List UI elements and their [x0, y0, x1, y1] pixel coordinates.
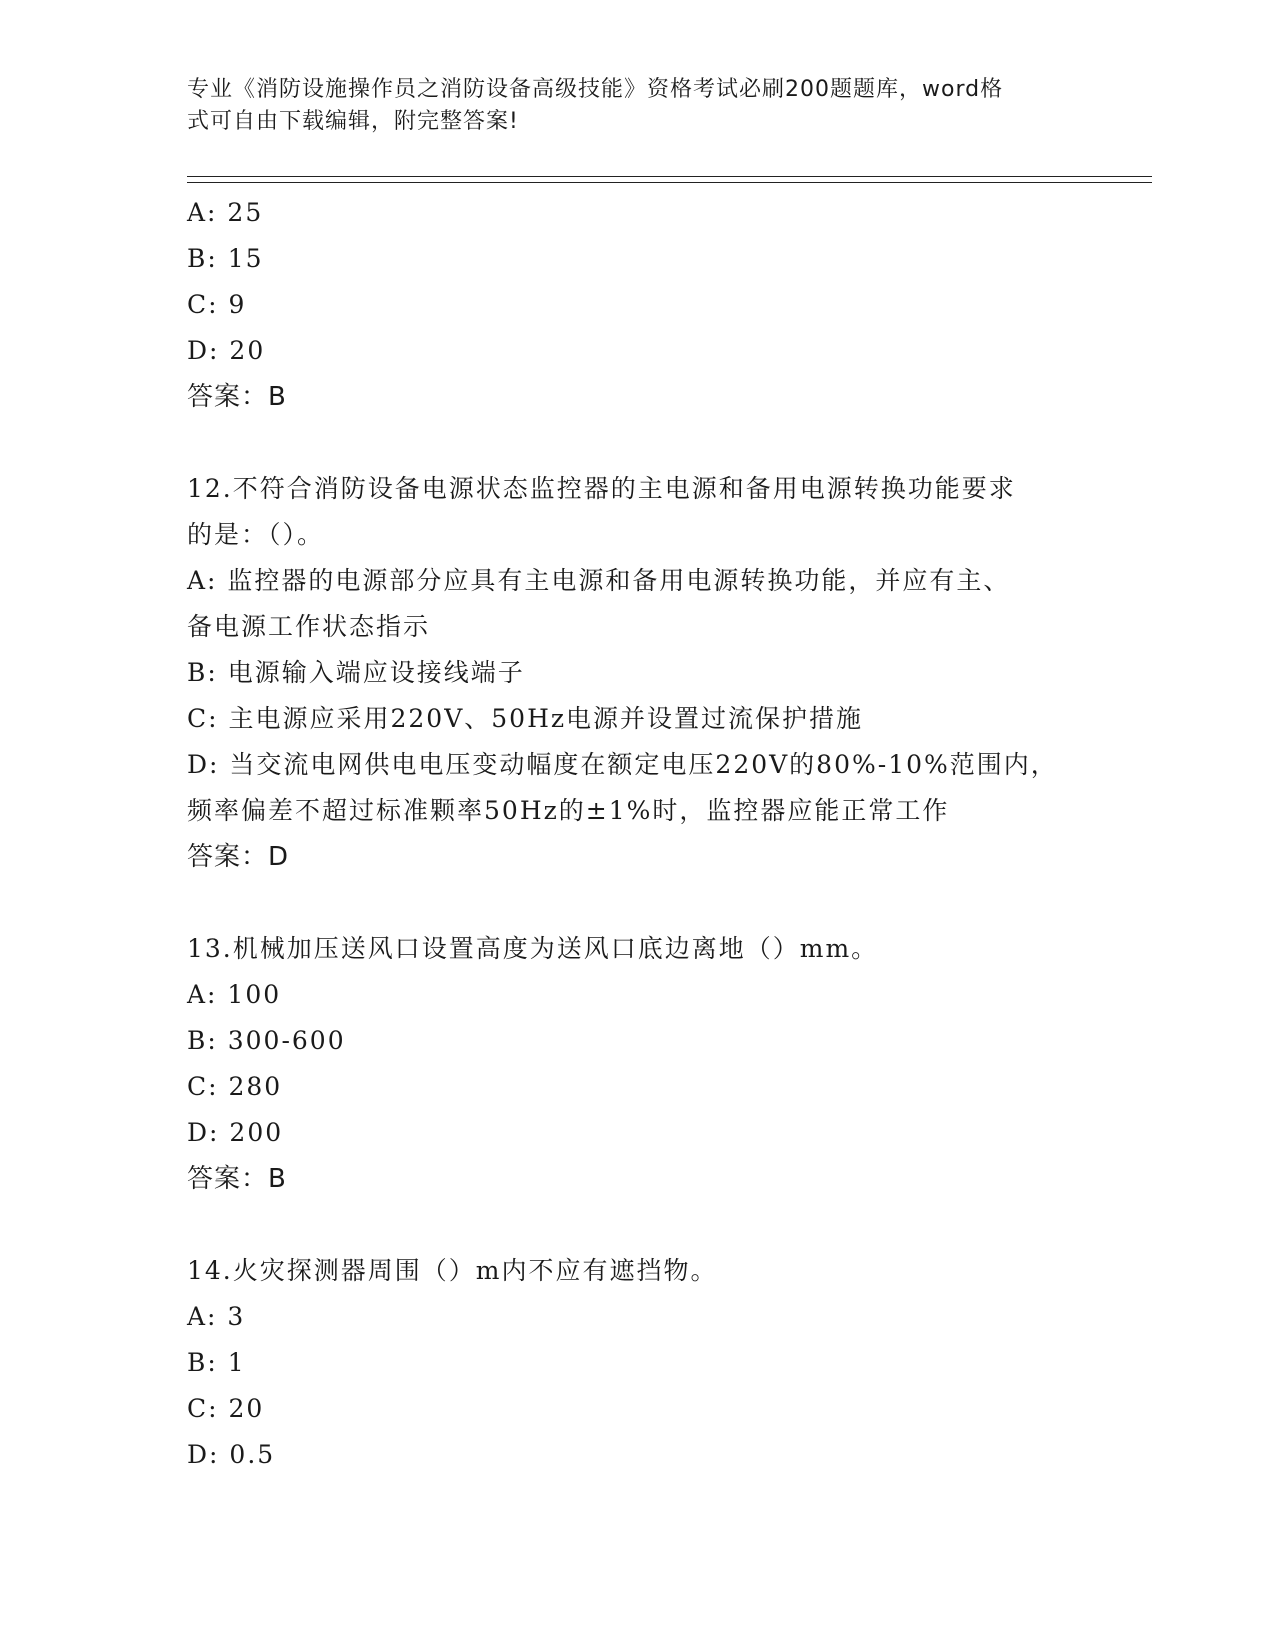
question-stem-continued: 的是：（）。: [187, 520, 325, 549]
option-c: C: 主电源应采用220V、50Hz电源并设置过流保护措施: [187, 704, 864, 733]
option-c: C: 280: [187, 1072, 283, 1101]
option-b: B: 电源输入端应设接线端子: [187, 658, 525, 687]
option-a: A: 25: [187, 198, 264, 227]
question-13: [187, 926, 1087, 1202]
question-12: [187, 466, 1087, 880]
question-11: [187, 190, 1087, 420]
header-divider-top: [187, 176, 1152, 177]
spacer: [187, 880, 1087, 926]
spacer: [187, 420, 1087, 466]
option-a-continued: 备电源工作状态指示: [187, 612, 431, 641]
question-list: [187, 190, 1087, 1478]
question-stem: 14.火灾探测器周围（）m内不应有遮挡物。: [187, 1256, 718, 1285]
option-c: C: 20: [187, 1394, 265, 1423]
option-d: D: 20: [187, 336, 266, 365]
question-14: [187, 1248, 1087, 1478]
option-d: D: 0.5: [187, 1440, 276, 1469]
option-b: B: 300-600: [187, 1026, 346, 1055]
answer-line: 答案：D: [187, 842, 290, 872]
answer-line: 答案：B: [187, 1164, 287, 1194]
option-d: D: 当交流电网供电电压变动幅度在额定电压220V的80%-10%范围内，: [187, 750, 1058, 779]
header-line-2: 式可自由下载编辑，附完整答案!: [187, 109, 519, 134]
option-a: A: 3: [187, 1302, 246, 1331]
question-stem: 13.机械加压送风口设置高度为送风口底边离地（）mm。: [187, 934, 879, 963]
header-line-1: 专业《消防设施操作员之消防设备高级技能》资格考试必刷200题题库，word格: [187, 77, 1004, 102]
option-a: A: 监控器的电源部分应具有主电源和备用电源转换功能，并应有主、: [187, 566, 1011, 595]
document-header: [187, 74, 1067, 138]
option-d: D: 200: [187, 1118, 284, 1147]
option-b: B: 1: [187, 1348, 246, 1377]
header-divider-bottom: [187, 182, 1152, 183]
option-b: B: 15: [187, 244, 264, 273]
question-stem: 12.不符合消防设备电源状态监控器的主电源和备用电源转换功能要求: [187, 474, 1016, 503]
option-d-continued: 频率偏差不超过标准颗率50Hz的±1%时，监控器应能正常工作: [187, 796, 950, 825]
answer-line: 答案：B: [187, 382, 287, 412]
option-c: C: 9: [187, 290, 247, 319]
option-a: A: 100: [187, 980, 282, 1009]
spacer: [187, 1202, 1087, 1248]
